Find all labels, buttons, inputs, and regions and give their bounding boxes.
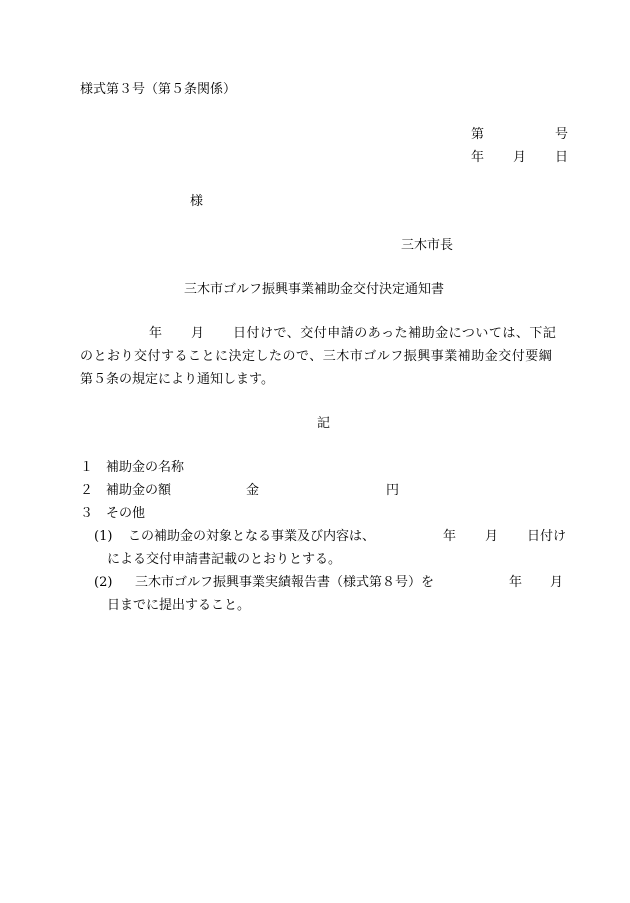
date-month: 月 xyxy=(513,150,527,165)
sub-1-number: (1) xyxy=(94,529,113,544)
item-2-kin: 金 xyxy=(246,483,260,498)
date-year: 年 xyxy=(471,150,485,165)
sub-2-number: (2) xyxy=(94,575,113,590)
item-2-number: ２ xyxy=(80,483,94,498)
item-1-text: 補助金の名称 xyxy=(106,460,185,475)
body-line-3: 第５条の規定により通知します。 xyxy=(80,372,274,387)
item-2-yen: 円 xyxy=(386,483,400,498)
number-prefix: 第 xyxy=(471,127,485,142)
item-1-number: １ xyxy=(80,460,94,475)
number-suffix: 号 xyxy=(555,127,569,142)
form-label: 様式第３号（第５条関係） xyxy=(80,82,237,97)
sub-2-year: 年 xyxy=(509,575,523,590)
body-year: 年 xyxy=(149,326,163,341)
sub-2-continuation: 日までに提出すること。 xyxy=(107,598,251,613)
issuer: 三木市長 xyxy=(401,238,454,253)
sub-1-year: 年 xyxy=(443,529,457,544)
addressee-suffix: 様 xyxy=(190,194,204,209)
sub-1-continuation: による交付申請書記載のとおりとする。 xyxy=(107,552,342,567)
sub-1-date-suffix: 日付け xyxy=(527,529,567,544)
sub-1-month: 月 xyxy=(485,529,499,544)
sub-1-text: この補助金の対象となる事業及び内容は、 xyxy=(128,529,376,544)
document-title: 三木市ゴルフ振興事業補助金交付決定通知書 xyxy=(184,282,445,297)
item-3-number: ３ xyxy=(80,506,94,521)
sub-2-month: 月 xyxy=(550,575,564,590)
body-month: 月 xyxy=(191,326,205,341)
ki-heading: 記 xyxy=(317,416,331,431)
item-2-text: 補助金の額 xyxy=(106,483,172,498)
body-line-1: 日付けで、交付申請のあった補助金については、下記 xyxy=(233,326,557,341)
sub-2-text: 三木市ゴルフ振興事業実績報告書（様式第８号）を xyxy=(135,575,435,590)
item-3-text: その他 xyxy=(106,506,146,521)
date-day: 日 xyxy=(555,150,569,165)
body-line-2: のとおり交付することに決定したので、三木市ゴルフ振興事業補助金交付要綱 xyxy=(80,349,553,364)
